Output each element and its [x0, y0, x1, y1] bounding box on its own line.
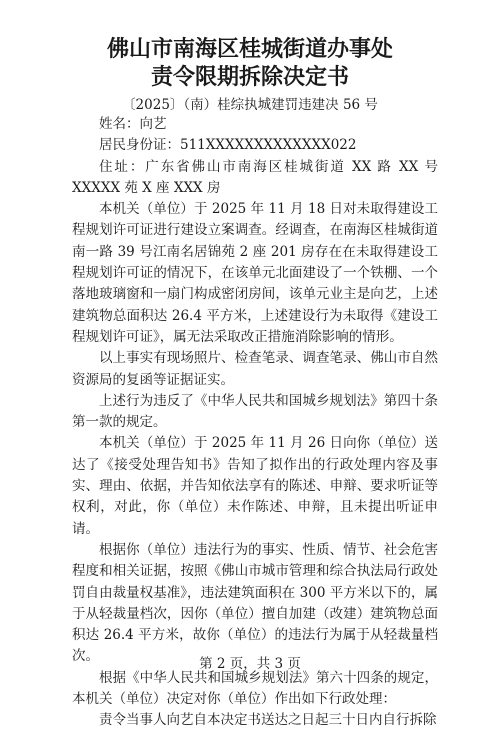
paragraph-notice: 本机关（单位）于 2025 年 11 月 26 日向你（单位）送达了《接受处理告知书》告知了拟作出的行政处理内容及事实、理由、依据，并告知依法享有的陈述、申辩、要求听证等权利，对此，你（单位）未作陈述、申辩，且未提出听证申请。	[72, 435, 438, 537]
document-body	[72, 114, 438, 732]
paragraph-investigation: 本机关（单位）于 2025 年 11 月 18 日对未取得建设工程规划许可证进行建设立案调查。经调查，在南海区桂城街道南一路 39 号江南名居锦苑 2 座 201 房存在在未取得建设工程规划许可证的情况下，在该单元北面建设了一个铁棚、一个落地玻璃窗和一扇门构成密闭房间，该单元业主是向艺，上述建筑物总面积达 26.4 平方米，上述建设行为未取得《建设工程规划许可证》，属无法采取改正措施消除影响的情形。	[72, 201, 438, 345]
paragraph-decision-basis: 根据《中华人民共和国城乡规划法》第六十四条的规定，本机关（单位）决定对你（单位）作出如下行政处理：	[72, 669, 438, 708]
paragraph-violation: 上述行为违反了《中华人民共和国城乡规划法》第四十条第一款的规定。	[72, 392, 438, 431]
document-number: 〔2025〕（南）桂综执城建罚违建决 56 号	[122, 97, 378, 113]
document-title-line1: 佛山市南海区桂城街道办事处	[106, 36, 393, 62]
paragraph-evidence: 以上事实有现场照片、检查笔录、调查笔录、佛山市自然资源局的复函等证据证实。	[72, 350, 438, 388]
document-title-line2: 责令限期拆除决定书	[150, 64, 349, 90]
party-id-number: 居民身份证：511XXXXXXXXXXXXX022	[99, 137, 357, 154]
party-name: 姓名：向艺	[99, 116, 167, 132]
party-address: 住址：广东省佛山市南海区桂城街道 XX 路 XX 号 XXXXX 苑 X 座 XXX 房	[72, 158, 438, 196]
paragraph-discretion: 根据你（单位）违法行为的事实、性质、情节、社会危害程度和相关证据，按照《佛山市城市管理和综合执法局行政处罚自由裁量权基准》，违法建筑面积在 300 平方米以下的，属于从轻裁量档次，因你（单位）擅自加建（改建）建筑物总面积达 26.4 平方米，故你（单位）的违法行为属于从轻裁量档次。	[72, 541, 438, 665]
page-number: 第 2 页，共 3 页	[199, 656, 301, 672]
paragraph-order: 责令当事人向艺自本决定书送达之日起三十日内自行拆除	[99, 712, 437, 729]
